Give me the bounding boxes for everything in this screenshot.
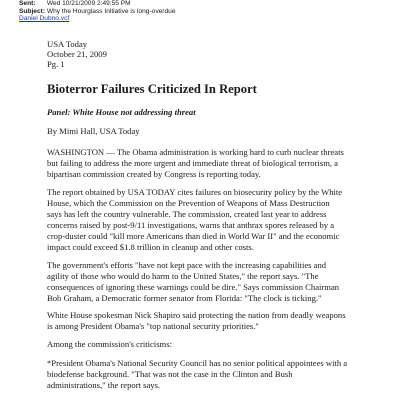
paragraph-2 <box>47 187 392 253</box>
paragraph-1 <box>47 147 392 180</box>
publication-date: October 21, 2009 <box>47 49 107 60</box>
attachment-link[interactable]: Daniel Dubno.vcf <box>19 15 70 22</box>
sent-row <box>19 0 389 8</box>
text-line: *President Obama's National Security Council has no senior political appointees with a <box>47 358 348 368</box>
text-line: biodefense background. "That was not the case in the Clinton and Bush <box>47 369 293 379</box>
text-line: The report obtained by USA TODAY cites failures on biosecurity policy by the White <box>47 187 343 197</box>
text-line: WASHINGTON — The Obama administration is working hard to curb nuclear threats <box>47 147 344 157</box>
text-line: agility of those who would do harm to the United States," the report says. "The <box>47 271 319 281</box>
paragraph-5 <box>47 339 392 350</box>
text-line: consequences of ignoring these warnings could be dire." Says commission Chairman <box>47 282 340 292</box>
subject-value: Why the Hourglass Initiative is long-overdue <box>46 7 176 15</box>
sent-label: Sent: <box>19 0 36 7</box>
email-header <box>19 0 389 23</box>
subject-row <box>19 8 389 16</box>
text-line: Bob Graham, a Democratic former senator from Florida: "The clock is ticking." <box>47 293 322 303</box>
article-subtitle: Panel: White House not addressing threat <box>47 107 196 117</box>
text-line: The government's efforts "have not kept pace with the increasing capabilities and <box>47 260 327 270</box>
text-line: crop-duster could "kill more Americans than died in World War II" and the economic <box>47 231 340 241</box>
publication-name: USA Today <box>47 39 88 49</box>
page-number: Pg. 1 <box>47 59 65 70</box>
paragraph-3 <box>47 260 392 304</box>
text-line: concerns raised by post-9/11 investigations, warns that anthrax spores released by a <box>47 220 335 230</box>
text-line: says has left the country vulnerable. The commission, created last year to address <box>47 209 327 219</box>
text-line: is among President Obama's "top national security priorities." <box>47 321 259 331</box>
subject-label: Subject: <box>19 7 46 15</box>
text-line: bipartisan commission created by Congress is reporting today. <box>47 169 261 179</box>
source-meta <box>47 39 107 70</box>
sent-value: Wed 10/21/2009 2:49:55 PM <box>46 0 131 7</box>
text-line: House, which the Commission on the Prevention of Weapons of Mass Destruction <box>47 198 330 208</box>
text-line: White House spokesman Nick Shapiro said protecting the nation from deadly weapons <box>47 310 346 320</box>
text-line: but failing to address the more urgent and immediate threat of biological terrorism, a <box>47 158 338 168</box>
paragraph-6 <box>47 358 392 391</box>
text-line: impact could exceed $1.8 trillion in cleanup and other costs. <box>47 242 254 252</box>
text-line: Among the commission's criticisms: <box>47 339 172 349</box>
byline: By Mimi Hall, USA Today <box>47 126 140 136</box>
article-title: Bioterror Failures Criticized In Report <box>47 82 257 96</box>
text-line: administrations," the report says. <box>47 380 161 390</box>
paragraph-4 <box>47 310 392 332</box>
